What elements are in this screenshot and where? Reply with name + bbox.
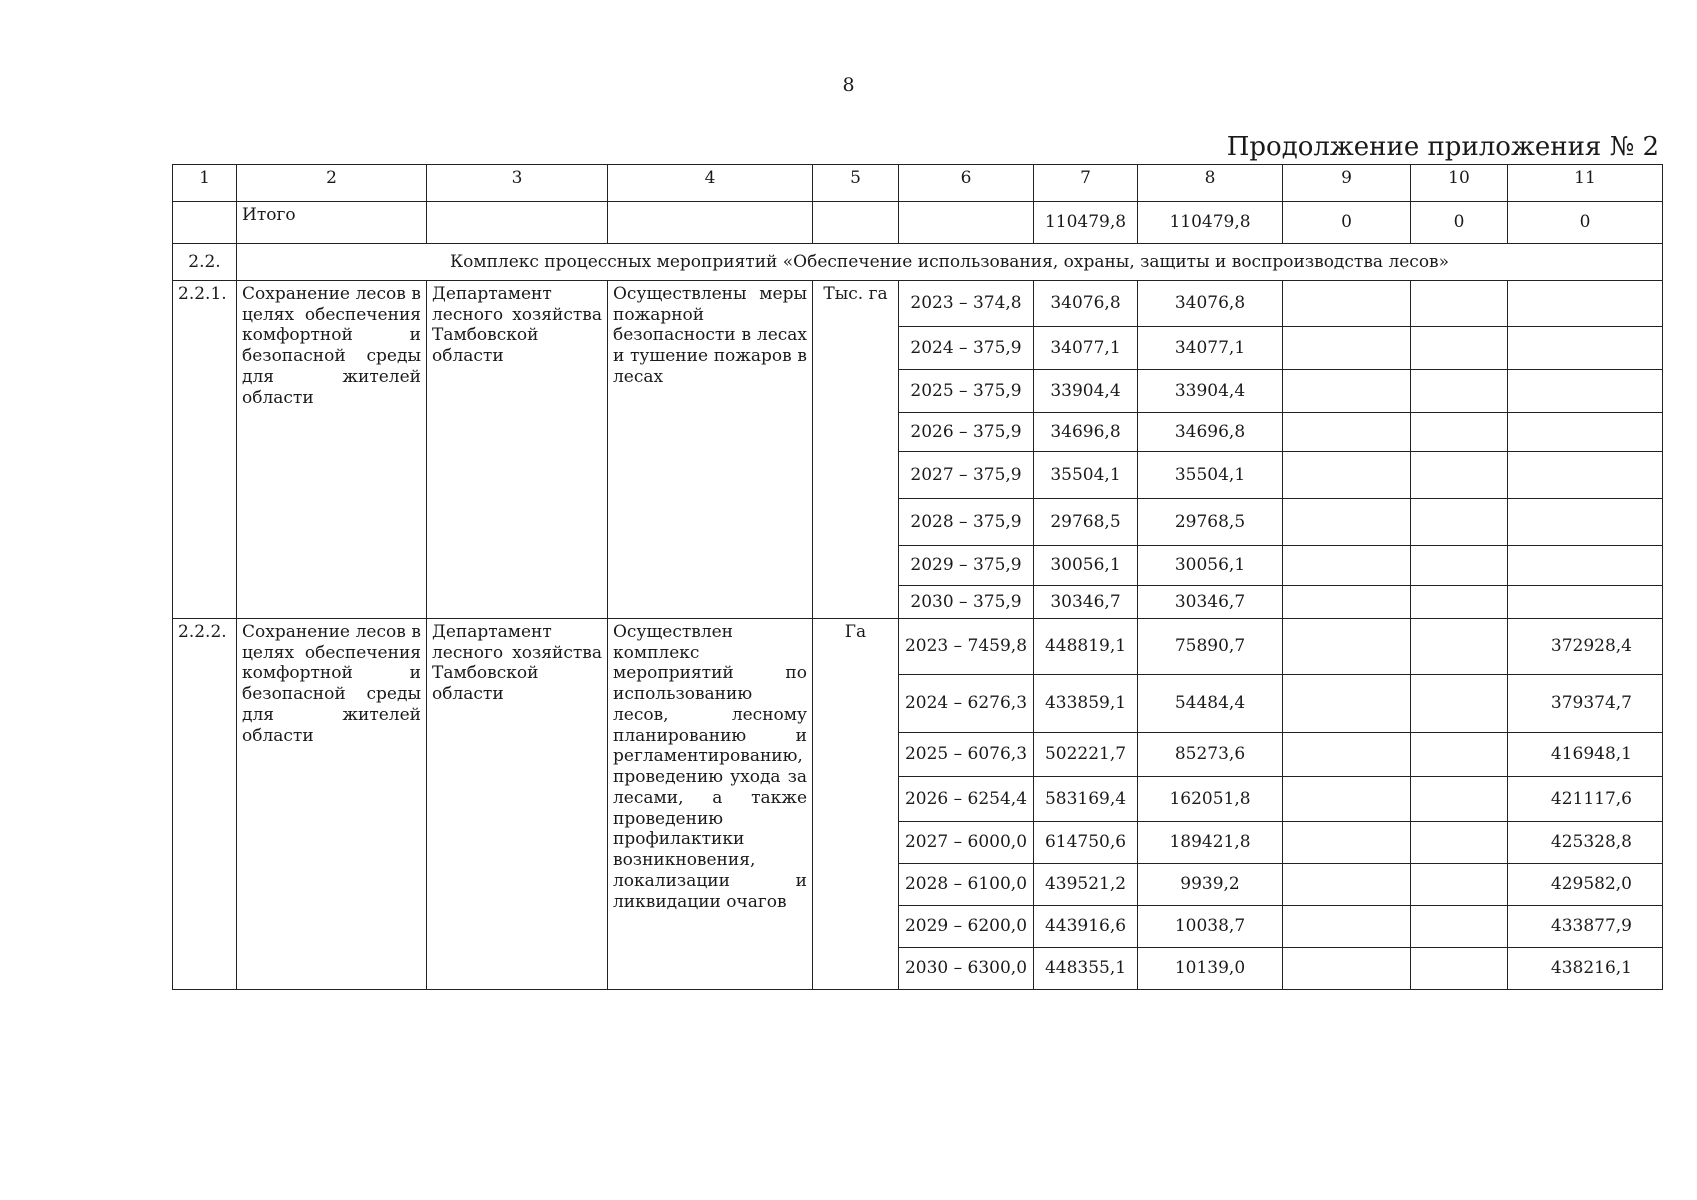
empty-cell: [1411, 586, 1508, 619]
column-header: 11: [1508, 165, 1663, 202]
item-unit: Тыс. га: [813, 281, 899, 619]
year-value-cell: 2029 – 6200,0: [899, 906, 1034, 948]
empty-cell: [813, 202, 899, 244]
table-row: [173, 281, 1663, 327]
regional-funding-cell: 34696,8: [1138, 413, 1283, 452]
empty-cell: [1411, 948, 1508, 990]
federal-funding-cell: [1508, 327, 1663, 370]
item-name: Сохранение лесов в целях обеспечения комфортной и безопасной среды для жителей области: [237, 619, 427, 990]
empty-cell: [1411, 370, 1508, 413]
empty-cell: [1283, 619, 1411, 675]
empty-cell: [1283, 413, 1411, 452]
federal-funding-cell: 429582,0: [1508, 864, 1663, 906]
regional-funding-cell: 9939,2: [1138, 864, 1283, 906]
regional-funding-cell: 34077,1: [1138, 327, 1283, 370]
empty-cell: [1283, 948, 1411, 990]
total-funding-cell: 30056,1: [1034, 546, 1138, 586]
regional-funding-cell: 10139,0: [1138, 948, 1283, 990]
empty-cell: [1411, 675, 1508, 733]
total-c11: 0: [1508, 202, 1663, 244]
regional-funding-cell: 10038,7: [1138, 906, 1283, 948]
column-header: 1: [173, 165, 237, 202]
federal-funding-cell: [1508, 586, 1663, 619]
regional-funding-cell: 30346,7: [1138, 586, 1283, 619]
federal-funding-cell: 379374,7: [1508, 675, 1663, 733]
total-c7: 110479,8: [1034, 202, 1138, 244]
empty-cell: [1411, 546, 1508, 586]
empty-cell: [608, 202, 813, 244]
empty-cell: [1411, 281, 1508, 327]
empty-cell: [1283, 822, 1411, 864]
empty-cell: [1283, 327, 1411, 370]
total-funding-cell: 502221,7: [1034, 733, 1138, 777]
year-value-cell: 2026 – 6254,4: [899, 777, 1034, 822]
regional-funding-cell: 75890,7: [1138, 619, 1283, 675]
empty-cell: [1283, 864, 1411, 906]
total-funding-cell: 35504,1: [1034, 452, 1138, 499]
year-value-cell: 2027 – 6000,0: [899, 822, 1034, 864]
regional-funding-cell: 30056,1: [1138, 546, 1283, 586]
empty-cell: [427, 202, 608, 244]
year-value-cell: 2028 – 375,9: [899, 499, 1034, 546]
regional-funding-cell: 34076,8: [1138, 281, 1283, 327]
year-value-cell: 2029 – 375,9: [899, 546, 1034, 586]
continuation-title: Продолжение приложения № 2: [1226, 132, 1659, 162]
federal-funding-cell: [1508, 413, 1663, 452]
total-funding-cell: 439521,2: [1034, 864, 1138, 906]
empty-cell: [1411, 413, 1508, 452]
total-c10: 0: [1411, 202, 1508, 244]
year-value-cell: 2024 – 375,9: [899, 327, 1034, 370]
total-funding-cell: 443916,6: [1034, 906, 1138, 948]
item-executor: Департамент лесного хозяйства Тамбовской области: [427, 619, 608, 990]
total-funding-cell: 29768,5: [1034, 499, 1138, 546]
empty-cell: [1283, 370, 1411, 413]
empty-cell: [1283, 546, 1411, 586]
federal-funding-cell: 421117,6: [1508, 777, 1663, 822]
federal-funding-cell: 425328,8: [1508, 822, 1663, 864]
program-table: [172, 164, 1663, 990]
column-header: 7: [1034, 165, 1138, 202]
federal-funding-cell: 438216,1: [1508, 948, 1663, 990]
empty-cell: [899, 202, 1034, 244]
year-value-cell: 2026 – 375,9: [899, 413, 1034, 452]
total-funding-cell: 34076,8: [1034, 281, 1138, 327]
total-funding-cell: 583169,4: [1034, 777, 1138, 822]
item-code: 2.2.1.: [173, 281, 237, 619]
empty-cell: [1411, 327, 1508, 370]
table-row: [173, 619, 1663, 675]
year-value-cell: 2023 – 374,8: [899, 281, 1034, 327]
empty-cell: [1411, 733, 1508, 777]
header-row: [173, 165, 1663, 202]
year-value-cell: 2023 – 7459,8: [899, 619, 1034, 675]
empty-cell: [1411, 822, 1508, 864]
item-unit: Га: [813, 619, 899, 990]
column-header: 6: [899, 165, 1034, 202]
column-header: 4: [608, 165, 813, 202]
federal-funding-cell: [1508, 281, 1663, 327]
total-row: [173, 202, 1663, 244]
section-title: Комплекс процессных мероприятий «Обеспечение использования, охраны, защиты и воспроизводства лесов»: [237, 244, 1663, 281]
empty-cell: [1283, 452, 1411, 499]
regional-funding-cell: 189421,8: [1138, 822, 1283, 864]
empty-cell: [1411, 619, 1508, 675]
column-header: 9: [1283, 165, 1411, 202]
total-funding-cell: 448819,1: [1034, 619, 1138, 675]
federal-funding-cell: 416948,1: [1508, 733, 1663, 777]
year-value-cell: 2030 – 375,9: [899, 586, 1034, 619]
total-code-cell: [173, 202, 237, 244]
column-header: 10: [1411, 165, 1508, 202]
empty-cell: [1283, 281, 1411, 327]
section-row: [173, 244, 1663, 281]
empty-cell: [1411, 452, 1508, 499]
regional-funding-cell: 162051,8: [1138, 777, 1283, 822]
total-c9: 0: [1283, 202, 1411, 244]
column-header: 3: [427, 165, 608, 202]
federal-funding-cell: [1508, 452, 1663, 499]
column-header: 2: [237, 165, 427, 202]
empty-cell: [1283, 733, 1411, 777]
total-funding-cell: 34696,8: [1034, 413, 1138, 452]
year-value-cell: 2025 – 375,9: [899, 370, 1034, 413]
federal-funding-cell: 433877,9: [1508, 906, 1663, 948]
regional-funding-cell: 35504,1: [1138, 452, 1283, 499]
regional-funding-cell: 29768,5: [1138, 499, 1283, 546]
empty-cell: [1283, 499, 1411, 546]
federal-funding-cell: [1508, 546, 1663, 586]
empty-cell: [1411, 777, 1508, 822]
regional-funding-cell: 85273,6: [1138, 733, 1283, 777]
total-funding-cell: 33904,4: [1034, 370, 1138, 413]
section-code: 2.2.: [173, 244, 237, 281]
empty-cell: [1283, 675, 1411, 733]
item-executor: Департамент лесного хозяйства Тамбовской области: [427, 281, 608, 619]
year-value-cell: 2028 – 6100,0: [899, 864, 1034, 906]
empty-cell: [1411, 906, 1508, 948]
empty-cell: [1283, 586, 1411, 619]
year-value-cell: 2025 – 6076,3: [899, 733, 1034, 777]
total-funding-cell: 448355,1: [1034, 948, 1138, 990]
total-c8: 110479,8: [1138, 202, 1283, 244]
federal-funding-cell: [1508, 499, 1663, 546]
year-value-cell: 2024 – 6276,3: [899, 675, 1034, 733]
total-funding-cell: 433859,1: [1034, 675, 1138, 733]
column-header: 5: [813, 165, 899, 202]
total-funding-cell: 30346,7: [1034, 586, 1138, 619]
empty-cell: [1283, 777, 1411, 822]
regional-funding-cell: 54484,4: [1138, 675, 1283, 733]
empty-cell: [1411, 864, 1508, 906]
item-name: Сохранение лесов в целях обеспечения комфортной и безопасной среды для жителей области: [237, 281, 427, 619]
federal-funding-cell: 372928,4: [1508, 619, 1663, 675]
regional-funding-cell: 33904,4: [1138, 370, 1283, 413]
year-value-cell: 2030 – 6300,0: [899, 948, 1034, 990]
page-number: 8: [842, 74, 855, 96]
year-value-cell: 2027 – 375,9: [899, 452, 1034, 499]
empty-cell: [1411, 499, 1508, 546]
federal-funding-cell: [1508, 370, 1663, 413]
total-funding-cell: 34077,1: [1034, 327, 1138, 370]
item-result: Осуществлены меры пожарной безопасности в лесах и тушение пожаров в лесах: [608, 281, 813, 619]
item-result: Осуществлен комплекс мероприятий по использованию лесов, лесному планированию и регламентированию, проведению ухода за лесами, а также проведению профилактики возникновения, локализации и ликвидации очагов: [608, 619, 813, 990]
empty-cell: [1283, 906, 1411, 948]
total-label: Итого: [237, 202, 427, 244]
item-code: 2.2.2.: [173, 619, 237, 990]
column-header: 8: [1138, 165, 1283, 202]
total-funding-cell: 614750,6: [1034, 822, 1138, 864]
